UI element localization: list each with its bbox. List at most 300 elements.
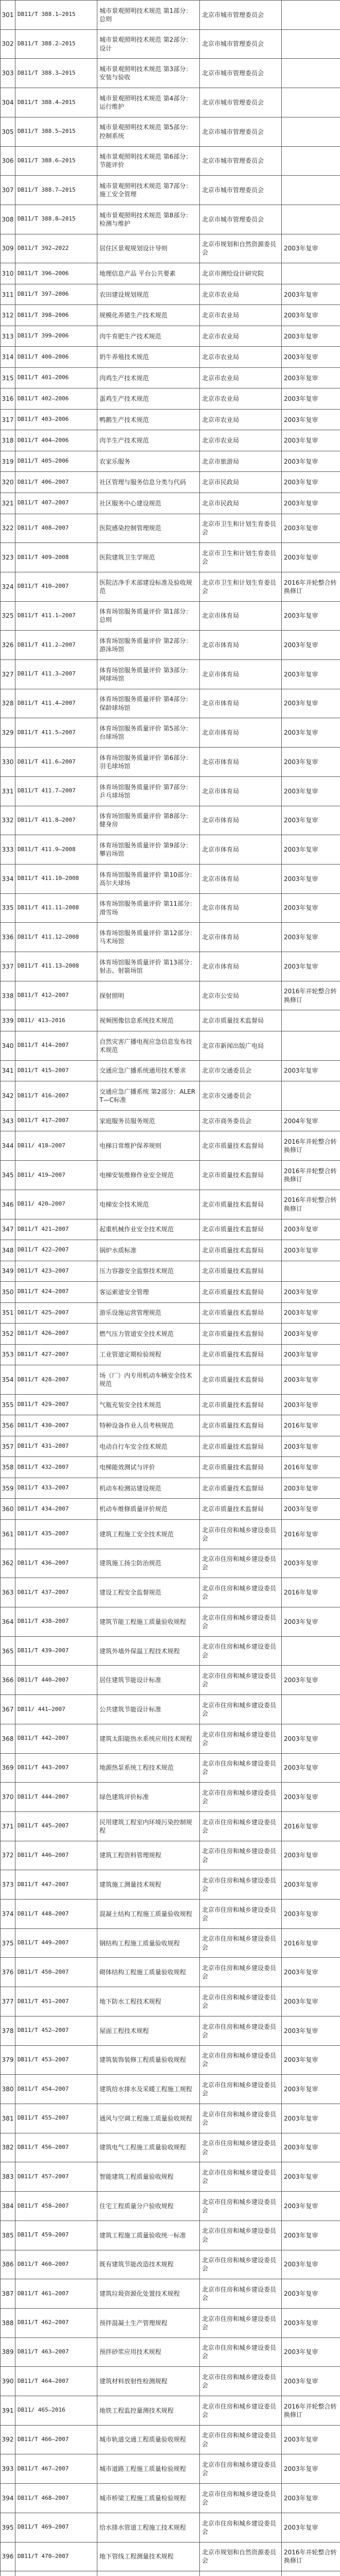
remark-cell: 2003年复审: [282, 631, 340, 660]
row-number-cell: 394: [1, 2484, 15, 2513]
standard-name-cell: 城市景观照明技术规范 第5部分：控制系统: [97, 117, 200, 146]
department-cell: 北京市住房和城乡建设委员会: [200, 1987, 282, 2016]
table-row: [1, 146, 340, 176]
department-cell: 北京市城市管理委员会: [200, 1, 282, 30]
standard-code-cell: DB11/T 456—2007: [15, 2133, 97, 2162]
standard-code-cell: DB11/T 442—2007: [15, 1724, 97, 1753]
department-cell: 北京市城市管理委员会: [200, 29, 282, 59]
row-number-cell: 382: [1, 2133, 15, 2162]
department-cell: 北京市体育局: [200, 689, 282, 718]
row-number-cell: 372: [1, 1841, 15, 1870]
standard-name-cell: 钢结构工程施工质量验收规程: [97, 1928, 200, 1958]
row-number-cell: 333: [1, 835, 15, 865]
department-cell: 北京市测绘设计研究院: [200, 263, 282, 284]
standard-name-cell: 自然灾害广播电视应急信息发布技术规范: [97, 1031, 200, 1060]
standard-name-cell: 蛋鸡生产技术规范: [97, 388, 200, 410]
standard-code-cell: DB11/T 411.9—2008: [15, 835, 97, 865]
standard-code-cell: DB11/ 420—2007: [15, 1190, 97, 1219]
standard-name-cell: 城市景观照明技术规范 第6部分：节能评价: [97, 146, 200, 176]
table-row: [1, 263, 340, 284]
standard-name-cell: 锅炉水质标准: [97, 1240, 200, 1261]
table-row: [1, 776, 340, 806]
standard-name-cell: 地下防水工程技术规程: [97, 1987, 200, 2016]
table-row: [1, 1636, 340, 1666]
remark-cell: 2003年复审: [282, 1302, 340, 1324]
department-cell: 北京市体育局: [200, 893, 282, 923]
row-number-cell: 365: [1, 1636, 15, 1666]
row-number-cell: 379: [1, 2045, 15, 2075]
remark-cell: 2003年复审: [282, 1549, 340, 1578]
department-cell: 北京市住房和城乡建设委员会: [200, 2396, 282, 2426]
standard-code-cell: DB11/T 414—2007: [15, 1031, 97, 1060]
standard-name-cell: 交通应急广播系统通用技术要求: [97, 1060, 200, 1081]
row-number-cell: 385: [1, 2221, 15, 2250]
table-row: [1, 1958, 340, 1987]
remark-cell: [282, 117, 340, 146]
row-number-cell: 340: [1, 1031, 15, 1060]
remark-cell: 2003年复审: [282, 776, 340, 806]
table-row: [1, 347, 340, 368]
row-number-cell: 387: [1, 2279, 15, 2309]
department-cell: 北京市体育局: [200, 748, 282, 777]
remark-cell: 2016年并轮整合转换修订: [282, 2542, 340, 2571]
remark-cell: 2003年复审: [282, 1478, 340, 1499]
standard-name-cell: 地理信息产品 平台公共要素: [97, 263, 200, 284]
remark-cell: 2003年复审: [282, 1753, 340, 1783]
table-row: [1, 117, 340, 146]
remark-cell: 2003年复审: [282, 1240, 340, 1261]
table-row: [1, 1499, 340, 1520]
table-row: [1, 1724, 340, 1753]
department-cell: 北京市体育局: [200, 660, 282, 689]
row-number-cell: 347: [1, 1219, 15, 1240]
row-number-cell: 367: [1, 1695, 15, 1724]
standard-code-cell: DB11/T 464—2007: [15, 2367, 97, 2396]
department-cell: 北京市住房和城乡建设委员会: [200, 1695, 282, 1724]
standard-code-cell: DB11/T 415—2007: [15, 1060, 97, 1081]
row-number-cell: 310: [1, 263, 15, 284]
department-cell: 北京市住房和城乡建设委员会: [200, 2337, 282, 2367]
row-number-cell: 301: [1, 1, 15, 30]
standard-code-cell: DB11/T 411.1—2007: [15, 601, 97, 631]
table-row: [1, 1549, 340, 1578]
standard-code-cell: DB11/T 409—2008: [15, 543, 97, 572]
row-number-cell: 313: [1, 326, 15, 347]
remark-cell: [282, 1695, 340, 1724]
department-cell: 北京市卫生和计划生育委员会: [200, 572, 282, 601]
standard-name-cell: 城市景观照明技术规范 第4部分：运行维护: [97, 88, 200, 117]
standard-code-cell: DB11/T 422—2007: [15, 1240, 97, 1261]
standard-name-cell: 体育场馆服务质量评价 第9部分：攀岩场馆: [97, 835, 200, 865]
standard-name-cell: 民用建筑工程室内环境污染控制规程: [97, 1811, 200, 1841]
remark-cell: 2003年复审: [282, 2016, 340, 2045]
standard-code-cell: DB11/T 411.3—2007: [15, 660, 97, 689]
standard-name-cell: 燃气压力管道安全技术规范: [97, 1324, 200, 1345]
table-row: [1, 1240, 340, 1261]
standard-name-cell: 电梯安全技术规范: [97, 1190, 200, 1219]
standard-code-cell: DB11/T 403—2006: [15, 409, 97, 430]
table-row: [1, 1870, 340, 1900]
remark-cell: 2003年复审: [282, 1282, 340, 1303]
department-cell: 北京市住房和城乡建设委员会: [200, 2513, 282, 2542]
standard-code-cell: DB11/T 404—2006: [15, 430, 97, 451]
department-cell: 北京市质量技术监督局: [200, 1190, 282, 1219]
standard-code-cell: DB11/T 411.11—2008: [15, 893, 97, 923]
standard-name-cell: 绿色建筑评价标准: [97, 1783, 200, 1812]
department-cell: 北京市城市管理委员会: [200, 176, 282, 205]
standard-name-cell: 农田建设规划规范: [97, 284, 200, 305]
row-number-cell: 368: [1, 1724, 15, 1753]
row-number-cell: 338: [1, 981, 15, 1010]
remark-cell: 2003年复审: [282, 2104, 340, 2133]
table-row: [1, 205, 340, 234]
row-number-cell: [1, 2571, 15, 2576]
remark-cell: 2016年复审: [282, 1928, 340, 1958]
table-row: [1, 1081, 340, 1111]
standard-name-cell: 肉鸡生产技术规范: [97, 367, 200, 388]
row-number-cell: 358: [1, 1457, 15, 1478]
department-cell: 北京市农业局: [200, 367, 282, 388]
standard-code-cell: DB11/T 439—2007: [15, 1636, 97, 1666]
row-number-cell: 364: [1, 1607, 15, 1637]
table-row: [1, 1841, 340, 1870]
standard-name-cell: 给水排水管道工程施工技术规程: [97, 2513, 200, 2542]
row-number-cell: 370: [1, 1783, 15, 1812]
table-row: [1, 1060, 340, 1081]
row-number-cell: 348: [1, 1240, 15, 1261]
remark-cell: 2003年复审: [282, 2454, 340, 2484]
standard-name-cell: 电梯安装维修作业安全规范: [97, 1161, 200, 1190]
department-cell: 北京市住房和城乡建设委员会: [200, 1636, 282, 1666]
row-number-cell: 373: [1, 1870, 15, 1900]
standard-name-cell: 城市桥梁工程施工质量检验规程: [97, 2484, 200, 2513]
remark-cell: 2003年复审: [282, 1324, 340, 1345]
table-row: [1, 1457, 340, 1478]
standard-code-cell: DB11/T 449—2007: [15, 1928, 97, 1958]
department-cell: 北京市体育局: [200, 952, 282, 981]
row-number-cell: 317: [1, 409, 15, 430]
table-row: [1, 1110, 340, 1131]
table-row: [1, 29, 340, 59]
department-cell: 北京市住房和城乡建设委员会: [200, 1578, 282, 1607]
standard-name-cell: 公共建筑节能设计标准: [97, 1695, 200, 1724]
standard-name-cell: 压力容器安全监察技术规范: [97, 1261, 200, 1282]
table-row: [1, 835, 340, 865]
remark-cell: [282, 1010, 340, 1031]
standard-code-cell: DB11/T 462—2007: [15, 2308, 97, 2337]
table-row: [1, 1900, 340, 1929]
table-row: [1, 2308, 340, 2337]
remark-cell: 2003年复审: [282, 601, 340, 631]
department-cell: 北京市质量技术监督局: [200, 1457, 282, 1478]
standard-code-cell: DB11/T 398—2006: [15, 305, 97, 326]
department-cell: 北京市质量技术监督局: [200, 1365, 282, 1395]
remark-cell: 2003年复审: [282, 1060, 340, 1081]
standard-name-cell: 预拌混凝土生产管理规程: [97, 2308, 200, 2337]
table-row: [1, 1519, 340, 1549]
standard-code-cell: DB11/T 411.12—2008: [15, 923, 97, 952]
table-row: [1, 601, 340, 631]
remark-cell: 2016年复审: [282, 1415, 340, 1436]
row-number-cell: 311: [1, 284, 15, 305]
remark-cell: 2003年复审: [282, 864, 340, 893]
department-cell: 北京市住房和城乡建设委员会: [200, 1666, 282, 1695]
table-row: [1, 2513, 340, 2542]
standard-name-cell: 城市道路工程施工质量检验规程: [97, 2454, 200, 2484]
standard-name-cell: 交通应急广播系统 第2部分：ALERT—C标准: [97, 1081, 200, 1111]
table-row: [1, 2221, 340, 2250]
table-row: [1, 1161, 340, 1190]
standard-code-cell: DB11/T 454—2007: [15, 2075, 97, 2104]
remark-cell: 2003年复审: [282, 2367, 340, 2396]
department-cell: 北京市住房和城乡建设委员会: [200, 2192, 282, 2221]
department-cell: 北京市质量技术监督局: [200, 1219, 282, 1240]
table-row: [1, 1302, 340, 1324]
standard-name-cell: 特种设备作业人员考核规范: [97, 1415, 200, 1436]
standard-code-cell: DB11/T 467—2007: [15, 2454, 97, 2484]
remark-cell: 2003年复审: [282, 388, 340, 410]
row-number-cell: 344: [1, 1131, 15, 1161]
standard-name-cell: 医院洁净手术部建设标准及验收规范: [97, 572, 200, 601]
standard-name-cell: 体育场馆服务质量评价 第8部分：健身房: [97, 806, 200, 835]
table-row: [1, 923, 340, 952]
remark-cell: 2003年复审: [282, 234, 340, 263]
table-row: [1, 1131, 340, 1161]
remark-cell: 2003年复审: [282, 660, 340, 689]
table-row: [1, 1282, 340, 1303]
department-cell: 北京市城市管理委员会: [200, 59, 282, 88]
standard-name-cell: 体育场馆服务质量评价 第1部分：总则: [97, 601, 200, 631]
standard-code-cell: DB11/T 426—2007: [15, 1324, 97, 1345]
standard-code-cell: DB11/T 461—2007: [15, 2279, 97, 2309]
department-cell: 北京市住房和城乡建设委员会: [200, 1783, 282, 1812]
standard-code-cell: DB11/T 401—2006: [15, 367, 97, 388]
standard-code-cell: DB11/T 423—2007: [15, 1261, 97, 1282]
row-number-cell: 390: [1, 2367, 15, 2396]
standard-name-cell: 医院感染控制管理规范: [97, 514, 200, 543]
table-row: [1, 472, 340, 493]
department-cell: 北京市体育局: [200, 923, 282, 952]
department-cell: 北京市住房和城乡建设委员会: [200, 1841, 282, 1870]
remark-cell: 2003年复审: [282, 367, 340, 388]
standard-name-cell: 电动自行车安全技术规范: [97, 1436, 200, 1457]
remark-cell: 2003年复审: [282, 2337, 340, 2367]
row-number-cell: 354: [1, 1365, 15, 1395]
standard-code-cell: DB11/T 421—2007: [15, 1219, 97, 1240]
standard-code-cell: DB11/T 435—2007: [15, 1519, 97, 1549]
standard-name-cell: 视频图像信息系统技术规范: [97, 1010, 200, 1031]
row-number-cell: 326: [1, 631, 15, 660]
remark-cell: 2003年复审: [282, 1365, 340, 1395]
remark-cell: 2003年复审: [282, 1987, 340, 2016]
table-row: [1, 2425, 340, 2454]
row-number-cell: 304: [1, 88, 15, 117]
standard-code-cell: DB11/T 411.4—2007: [15, 689, 97, 718]
standard-name-cell: 鸭鹅生产技术规范: [97, 409, 200, 430]
row-number-cell: 330: [1, 748, 15, 777]
remark-cell: 2003年复审: [282, 1499, 340, 1520]
department-cell: 北京市公安局: [200, 981, 282, 1010]
standard-name-cell: 体育场馆服务质量评价 第5部分：台球场馆: [97, 718, 200, 748]
standard-name-cell: 城市景观照明技术规范 第2部分：设计: [97, 29, 200, 59]
standard-name-cell: [97, 2571, 200, 2576]
department-cell: 北京市农业局: [200, 347, 282, 368]
remark-cell: [282, 88, 340, 117]
table-row: [1, 631, 340, 660]
row-number-cell: 378: [1, 2016, 15, 2045]
department-cell: 北京市卫生和计划生育委员会: [200, 514, 282, 543]
table-row: [1, 689, 340, 718]
standard-name-cell: 家庭服务员服务规范: [97, 1110, 200, 1131]
row-number-cell: 323: [1, 543, 15, 572]
standard-code-cell: DB11/T 447—2007: [15, 1870, 97, 1900]
standard-code-cell: DB11/T 405—2006: [15, 451, 97, 472]
standard-code-cell: DB11/T 397—2006: [15, 284, 97, 305]
department-cell: 北京市农业局: [200, 284, 282, 305]
row-number-cell: 386: [1, 2250, 15, 2279]
standard-code-cell: DB11/T 416—2007: [15, 1081, 97, 1111]
remark-cell: 2003年复审: [282, 409, 340, 430]
row-number-cell: 359: [1, 1478, 15, 1499]
table-row: [1, 2250, 340, 2279]
department-cell: 北京市质量技术监督局: [200, 1436, 282, 1457]
department-cell: 北京市规划和自然资源委员会: [200, 234, 282, 263]
standard-name-cell: 建筑装饰装修工程质量验收规程: [97, 2045, 200, 2075]
standard-code-cell: DB11/T 411.5—2007: [15, 718, 97, 748]
department-cell: 北京市住房和城乡建设委员会: [200, 2221, 282, 2250]
table-row: [1, 2075, 340, 2104]
table-row: [1, 1607, 340, 1637]
remark-cell: [282, 1031, 340, 1060]
remark-cell: 2003年复审: [282, 2308, 340, 2337]
row-number-cell: 374: [1, 1900, 15, 1929]
table-row: [1, 864, 340, 893]
department-cell: 北京市质量技术监督局: [200, 1240, 282, 1261]
row-number-cell: 341: [1, 1060, 15, 1081]
row-number-cell: 325: [1, 601, 15, 631]
department-cell: 北京市住房和城乡建设委员会: [200, 1928, 282, 1958]
department-cell: 北京市城市管理委员会: [200, 146, 282, 176]
standard-name-cell: 体育场馆服务质量评价 第6部分：羽毛球场馆: [97, 748, 200, 777]
table-row: [1, 2104, 340, 2133]
table-row: [1, 451, 340, 472]
table-row: [1, 718, 340, 748]
remark-cell: 2003年复审: [282, 2075, 340, 2104]
standard-name-cell: 预拌砂浆应用技术规程: [97, 2337, 200, 2367]
row-number-cell: 395: [1, 2513, 15, 2542]
row-number-cell: 315: [1, 367, 15, 388]
row-number-cell: 319: [1, 451, 15, 472]
row-number-cell: 327: [1, 660, 15, 689]
remark-cell: 2003年复审: [282, 493, 340, 514]
standard-name-cell: 地源热泵系统工程技术规范: [97, 1753, 200, 1783]
standard-name-cell: 体育场馆服务质量评价 第7部分：乒乓球场馆: [97, 776, 200, 806]
standard-code-cell: DB11/T 424—2007: [15, 1282, 97, 1303]
standard-name-cell: 机动车检测站建设规范: [97, 1478, 200, 1499]
standard-code-cell: DB11/T 460—2007: [15, 2250, 97, 2279]
table-row: [1, 806, 340, 835]
standard-code-cell: DB11/T 438—2007: [15, 1607, 97, 1637]
table-row: [1, 1219, 340, 1240]
standard-code-cell: DB11/T 450—2007: [15, 1958, 97, 1987]
table-row: [1, 1695, 340, 1724]
standard-code-cell: DB11/T 437—2007: [15, 1578, 97, 1607]
standard-code-cell: [15, 2571, 97, 2576]
row-number-cell: 351: [1, 1302, 15, 1324]
table-row: [1, 367, 340, 388]
standard-code-cell: DB11/T 388.5—2015: [15, 117, 97, 146]
standard-code-cell: DB11/T 411.8—2007: [15, 806, 97, 835]
remark-cell: 2016年并轮整合转换修订: [282, 981, 340, 1010]
remark-cell: 2016年复审: [282, 1457, 340, 1478]
standard-code-cell: DB11/T 440—2007: [15, 1666, 97, 1695]
standard-code-cell: DB11/T 429—2007: [15, 1394, 97, 1415]
department-cell: 北京市质量技术监督局: [200, 1161, 282, 1190]
row-number-cell: 342: [1, 1081, 15, 1111]
table-row: [1, 1415, 340, 1436]
remark-cell: 2003年复审: [282, 923, 340, 952]
standard-code-cell: DB11/T 436—2007: [15, 1549, 97, 1578]
department-cell: 北京市商务委员会: [200, 1110, 282, 1131]
standard-name-cell: 规模化养猪生产技术规范: [97, 305, 200, 326]
row-number-cell: 336: [1, 923, 15, 952]
table-row: [1, 2571, 340, 2576]
row-number-cell: 353: [1, 1344, 15, 1365]
standard-code-cell: DB11/T 459—2007: [15, 2221, 97, 2250]
remark-cell: 2003年复审: [282, 347, 340, 368]
remark-cell: [282, 59, 340, 88]
standard-name-cell: 建筑施工测量技术规程: [97, 1870, 200, 1900]
standard-name-cell: 社区服务中心建设规范: [97, 493, 200, 514]
remark-cell: [282, 263, 340, 284]
standard-name-cell: 建筑工程施工质量验收统一标准: [97, 2221, 200, 2250]
department-cell: 北京市交通委员会: [200, 1081, 282, 1111]
standard-code-cell: DB11/T 396—2006: [15, 263, 97, 284]
table-row: [1, 1, 340, 30]
remark-cell: 2003年复审: [282, 718, 340, 748]
standard-name-cell: 游乐设施运营管理规范: [97, 1302, 200, 1324]
standard-code-cell: DB11/T 457—2007: [15, 2162, 97, 2192]
remark-cell: 2003年复审: [282, 748, 340, 777]
table-row: [1, 2484, 340, 2513]
standard-name-cell: 肉牛育肥生产技术规范: [97, 326, 200, 347]
table-row: [1, 2162, 340, 2192]
row-number-cell: 393: [1, 2454, 15, 2484]
row-number-cell: 366: [1, 1666, 15, 1695]
standard-name-cell: 体育场馆服务质量评价 第3部分：网球场馆: [97, 660, 200, 689]
department-cell: 北京市住房和城乡建设委员会: [200, 2162, 282, 2192]
standard-code-cell: DB11/T 431—2007: [15, 1436, 97, 1457]
table-row: [1, 1987, 340, 2016]
department-cell: 北京市民政局: [200, 493, 282, 514]
department-cell: 北京市质量技术监督局: [200, 1302, 282, 1324]
table-row: [1, 284, 340, 305]
standard-code-cell: DB11/T 446—2007: [15, 1841, 97, 1870]
row-number-cell: 360: [1, 1499, 15, 1520]
standard-name-cell: 社区管理与服务信息分类与代码: [97, 472, 200, 493]
standard-code-cell: DB11/T 388.1—2015: [15, 1, 97, 30]
standard-name-cell: 农家乐服务: [97, 451, 200, 472]
standard-name-cell: 肉羊生产技术规范: [97, 430, 200, 451]
standard-code-cell: DB11/T 388.2—2015: [15, 29, 97, 59]
department-cell: 北京市旅游局: [200, 451, 282, 472]
row-number-cell: 302: [1, 29, 15, 59]
department-cell: 北京市农业局: [200, 305, 282, 326]
department-cell: 北京市住房和城乡建设委员会: [200, 1549, 282, 1578]
remark-cell: 2003年复审: [282, 1436, 340, 1457]
row-number-cell: 334: [1, 864, 15, 893]
table-row: [1, 1394, 340, 1415]
